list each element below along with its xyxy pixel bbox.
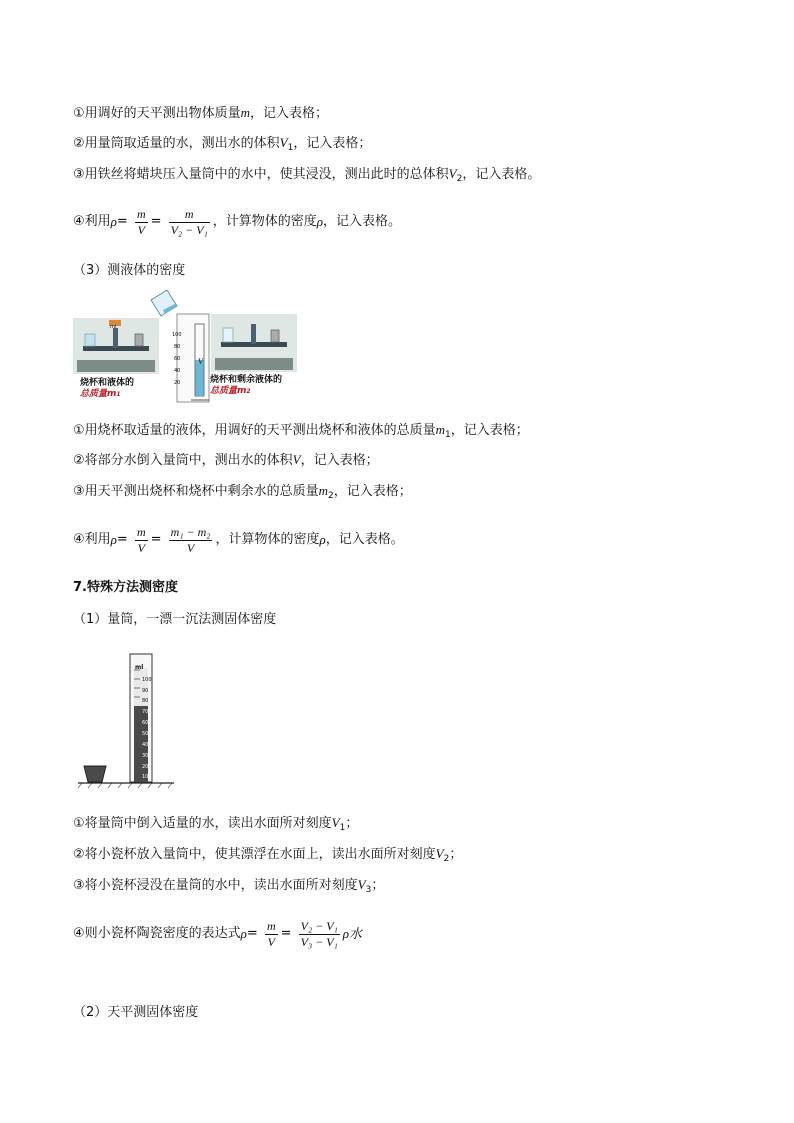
subscript: 1 <box>287 143 294 153</box>
cylinder-v-label: V <box>198 357 203 366</box>
liquid-step-1 <box>73 421 529 444</box>
measuring-cylinder-large <box>130 654 152 782</box>
solid-step-1 <box>73 104 328 123</box>
large-tick-100: 100 <box>142 677 152 683</box>
step-text: ②将小瓷杯放入量筒中，使其漂浮在水面上，读出水面所对刻度 <box>73 847 436 862</box>
caption-text: 总质量m <box>210 386 247 396</box>
fraction-m-over-v <box>135 525 148 556</box>
measuring-cylinder-small <box>177 314 209 402</box>
denominator: V <box>186 540 195 555</box>
caption-line: 烧杯和剩余液体的 <box>210 375 283 385</box>
solid-step-3 <box>73 165 540 188</box>
cylinder-tick-40: 40 <box>174 368 181 374</box>
special-step-4 <box>73 916 362 953</box>
special-sub-1: （1）量筒，一漂一沉法测固体密度 <box>73 612 277 627</box>
special-step-2 <box>73 845 462 868</box>
large-tick-10: 10 <box>142 774 149 780</box>
var-v: V <box>292 452 301 467</box>
denominator: V₃ − V₁ <box>300 934 338 949</box>
balance-right-image <box>211 314 297 372</box>
step-text: ，计算物体的密度 <box>212 214 317 229</box>
caption-left <box>80 378 134 400</box>
rho-symbol: ρ <box>316 214 324 229</box>
large-tick-40: 40 <box>142 742 149 748</box>
large-tick-30: 30 <box>142 753 149 759</box>
step-text: ，记入表格。 <box>462 167 541 182</box>
solid-step-4 <box>73 204 401 241</box>
fraction-m1-m2-over-v <box>169 525 213 556</box>
float-sink-illustration <box>78 650 174 790</box>
subscript: 2 <box>328 491 334 501</box>
rho-symbol: ρ <box>240 926 247 941</box>
ground-line <box>78 783 174 788</box>
fraction-m-over-v2-v1 <box>169 207 210 238</box>
subscript: 2 <box>246 388 251 395</box>
subscript: 1 <box>339 823 346 833</box>
var-v: V <box>448 166 457 181</box>
rho-symbol: ρ <box>110 532 117 547</box>
numerator: m₁ − m₂ <box>170 524 211 539</box>
step-text: ③将小瓷杯浸没在量筒的水中，读出水面所对刻度 <box>73 878 358 893</box>
step-text: ，记入表格。 <box>323 214 402 229</box>
step-text: ； <box>449 847 463 862</box>
step-text: ，记入表格。 <box>325 532 404 547</box>
fraction-m-over-v <box>265 919 278 950</box>
step-text: ④则小瓷杯陶瓷密度的表达式 <box>73 926 241 941</box>
fraction-v2-v1-over-v3-v1 <box>299 919 340 950</box>
caption-line: 烧杯和液体的 <box>80 378 135 388</box>
liquid-step-4 <box>73 522 404 559</box>
numerator: m <box>136 524 146 539</box>
cylinder-tick-20: 20 <box>174 380 181 386</box>
step-text: ①将量筒中倒入适量的水，读出水面所对刻度 <box>73 816 332 831</box>
equals: = <box>150 214 162 229</box>
var-m: m <box>435 422 446 437</box>
subscript: 2 <box>456 174 463 184</box>
large-tick-90: 90 <box>142 688 149 694</box>
small-cup-icon <box>84 766 106 782</box>
denominator: V₂ − V₁ <box>170 222 208 237</box>
step-text: ④利用 <box>73 532 111 547</box>
large-tick-50: 50 <box>142 731 149 737</box>
denominator: V <box>137 222 145 237</box>
step-text: ①用烧杯取适量的液体，用调好的天平测出烧杯和液体的总质量 <box>73 423 436 438</box>
step-text: ，记入表格； <box>300 453 379 468</box>
liquid-step-2 <box>73 451 379 470</box>
subscript: 2 <box>443 854 450 864</box>
var-m: m <box>318 483 329 498</box>
var-v: V <box>279 135 288 150</box>
step-text: ③用铁丝将蜡块压入量筒中的水中，使其浸没，测出此时的总体积 <box>73 167 449 182</box>
cylinder-tick-80: 80 <box>174 344 181 350</box>
equals: = <box>116 532 128 547</box>
step-text: ，记入表格； <box>293 136 372 151</box>
large-cylinder-unit: ml <box>135 664 144 671</box>
step-text: ④利用 <box>73 214 111 229</box>
equals: = <box>150 532 162 547</box>
large-tick-80: 80 <box>142 698 149 704</box>
caption-red-line <box>80 389 134 400</box>
var-m: m <box>240 105 251 120</box>
subscript: 3 <box>365 885 372 895</box>
pouring-beaker <box>151 290 177 316</box>
step-text: ； <box>371 878 385 893</box>
numerator: m <box>169 207 210 223</box>
rho-water: ρ水 <box>342 926 363 941</box>
subscript: 1 <box>445 430 451 440</box>
subscript: 1 <box>116 391 121 398</box>
cylinder-tick-100: 100 <box>172 332 182 338</box>
fraction-m-over-v <box>135 207 148 238</box>
special-step-1 <box>73 814 358 837</box>
rho-symbol: ρ <box>110 214 117 229</box>
denominator: V <box>267 934 275 949</box>
large-tick-70: 70 <box>142 709 149 715</box>
special-step-3 <box>73 876 384 899</box>
large-tick-60: 60 <box>142 720 149 726</box>
cylinder-unit-label: ml <box>110 324 117 330</box>
section-title: 7.特殊方法测密度 <box>73 580 178 595</box>
large-tick-20: 20 <box>142 764 149 770</box>
step-text: ，计算物体的密度 <box>215 532 320 547</box>
step-text: ，记入表格； <box>450 423 529 438</box>
numerator: V₂ − V₁ <box>300 918 338 933</box>
liquid-step-3 <box>73 482 412 505</box>
caption-text: 总质量m <box>80 389 117 399</box>
step-text: ，记入表格； <box>250 106 329 121</box>
caption-right <box>210 375 282 397</box>
equals: = <box>116 214 128 229</box>
step-text: ②将部分水倒入量筒中，测出水的体积 <box>73 453 293 468</box>
step-text: ③用天平测出烧杯和烧杯中剩余水的总质量 <box>73 484 319 499</box>
step-text: ①用调好的天平测出物体质量 <box>73 106 241 121</box>
numerator: m <box>266 918 276 933</box>
caption-red-line <box>210 386 282 397</box>
denominator: V <box>137 540 145 555</box>
liquid-heading: （3）测液体的密度 <box>73 263 186 278</box>
var-v: V <box>331 815 340 830</box>
equals: = <box>280 926 292 941</box>
step-text: ，记入表格； <box>333 484 412 499</box>
special-sub-2: （2）天平测固体密度 <box>73 1005 199 1020</box>
step-text: ； <box>345 816 359 831</box>
cylinder-tick-60: 60 <box>174 356 181 362</box>
rho-symbol: ρ <box>319 532 326 547</box>
step-text: ②用量筒取适量的水，测出水的体积 <box>73 136 280 151</box>
var-v: V <box>435 846 444 861</box>
numerator: m <box>136 206 146 221</box>
var-v: V <box>357 877 366 892</box>
solid-step-2 <box>73 134 371 157</box>
equals: = <box>246 926 258 941</box>
